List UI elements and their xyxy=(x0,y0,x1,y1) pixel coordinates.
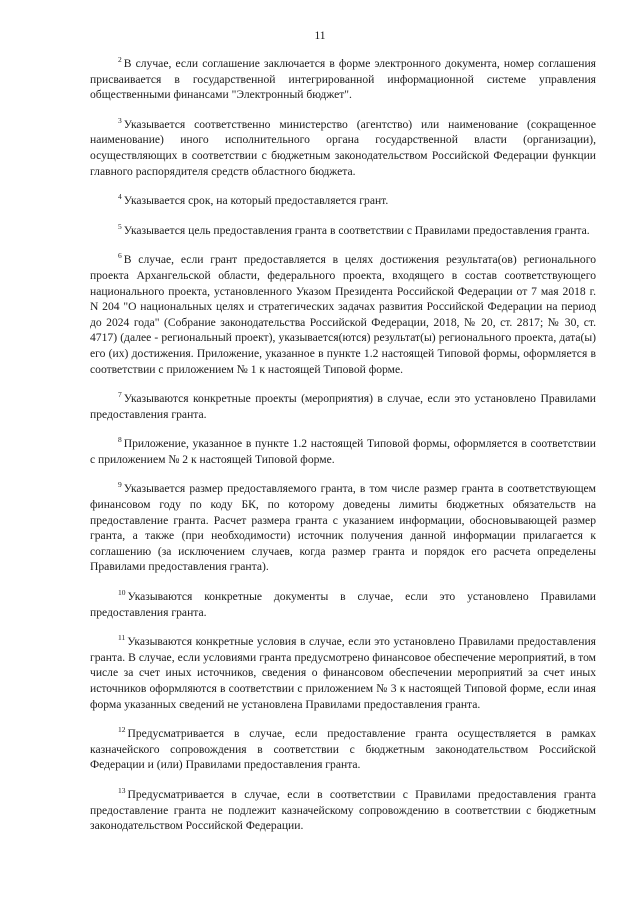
footnote-text: Указывается соответственно министерство (агентство) или наименование (сокращенное наименование) иного исполнительного органа государственной власти (организации), осуществляющих в соответствии с бюджетным законодательством Российской Федерации функции главного распорядителя средств областного бюджета. xyxy=(90,117,596,178)
footnote-mark: 2 xyxy=(118,55,122,64)
footnote-mark: 7 xyxy=(118,390,122,400)
footnote-mark: 6 xyxy=(118,251,122,261)
footnote-mark: 8 xyxy=(118,435,122,445)
footnote-2 xyxy=(90,56,596,103)
footnote-text: Предусматривается в случае, если в соответствии с Правилами предоставления гранта предоставление гранта не подлежит казначейскому сопровождению в соответствии с бюджетным законодательством Российской Федерации. xyxy=(90,787,596,833)
footnote-5 xyxy=(90,223,596,239)
footnote-text: Указываются конкретные документы в случае, если это установлено Правилами предоставления гранта. xyxy=(90,590,596,619)
footnote-mark: 11 xyxy=(118,633,126,643)
footnote-text: Указывается размер предоставляемого гранта, в том числе размер гранта в соответствующем финансовом году по коду БК, по которому доведены лимиты бюджетных обязательств на предоставление гранта. Расчет размера гранта с указанием информации, обосновывающей размер гранта, а также (при необходимости) источник получения данной информации прилагается к соглашению (за исключением случаев, когда размер гранта и порядок его расчета определены Правилами предоставления гранта). xyxy=(90,482,596,574)
footnote-mark: 3 xyxy=(118,115,122,125)
footnote-text: Указывается срок, на который предоставляется грант. xyxy=(123,194,389,208)
footnote-text: Предусматривается в случае, если предоставление гранта осуществляется в рамках казначейского сопровождения в соответствии с бюджетным законодательством Российской Федерации и (или) Правилами предоставления гранта. xyxy=(90,727,596,772)
footnote-11 xyxy=(90,634,596,712)
footnote-text: Указываются конкретные проекты (мероприятия) в случае, если это установлено Правилами предоставления гранта. xyxy=(90,392,596,421)
footnote-10 xyxy=(90,589,596,620)
footnote-mark: 12 xyxy=(118,725,126,735)
footnote-3 xyxy=(90,117,596,179)
footnote-text: В случае, если грант предоставляется в целях достижения результата(ов) регионального проекта Архангельской области, федерального проекта, входящего в состав соответствующего национального проекта, установленного Указом Президента Российской Федерации от 7 мая 2018 г. N 204 "О национальных целях и стратегических задачах развития Российской Федерации на период до 2024 года" (Собрание законодательства Российской Федерации, 2018, № 20, ст. 2817; № 30, ст. 4717) (далее - региональный проект), указывается(ются) результат(ы) регионального проекта, дата(ы) его (их) достижения. Приложение, указанное в пункте 1.2 настоящей Типовой формы, оформляется в соответствии с приложением № 1 к настоящей Типовой форме. xyxy=(90,253,596,376)
footnote-text: Указывается цель предоставления гранта в соответствии с Правилами предоставления гранта. xyxy=(123,223,590,237)
footnote-text: Приложение, указанное в пункте 1.2 настоящей Типовой формы, оформляется в соответствии с приложением № 2 к настоящей Типовой форме. xyxy=(90,437,596,466)
footnote-text: Указываются конкретные условия в случае, если это установлено Правилами предоставления гранта. В случае, если условиями гранта предусмотрено финансовое обеспечение мероприятий, в том числе за счет иных источников, сведения о финансовом обеспечении мероприятий за счет иных источников оформляются в соответствии с приложением № 3 к настоящей Типовой форме, если иная форма указанных сведений не установлена Правилами предоставления гранта. xyxy=(90,635,596,711)
footnote-6 xyxy=(90,252,596,377)
footnote-7 xyxy=(90,391,596,422)
footnote-mark: 4 xyxy=(118,192,122,202)
footnote-8 xyxy=(90,436,596,467)
footnote-text: В случае, если соглашение заключается в форме электронного документа, номер соглашения присваивается в государственной интегрированной информационной системе управления общественными финансами "Электронный бюджет". xyxy=(90,57,596,102)
footnote-mark: 13 xyxy=(118,785,126,795)
footnote-12 xyxy=(90,726,596,773)
footnotes xyxy=(90,56,596,848)
footnote-13 xyxy=(90,787,596,834)
footnote-9 xyxy=(90,481,596,575)
page-number: 11 xyxy=(314,30,326,42)
footnote-mark: 9 xyxy=(118,480,122,490)
footnote-mark: 10 xyxy=(118,588,126,598)
footnote-4 xyxy=(90,193,596,209)
footnote-mark: 5 xyxy=(118,221,122,231)
